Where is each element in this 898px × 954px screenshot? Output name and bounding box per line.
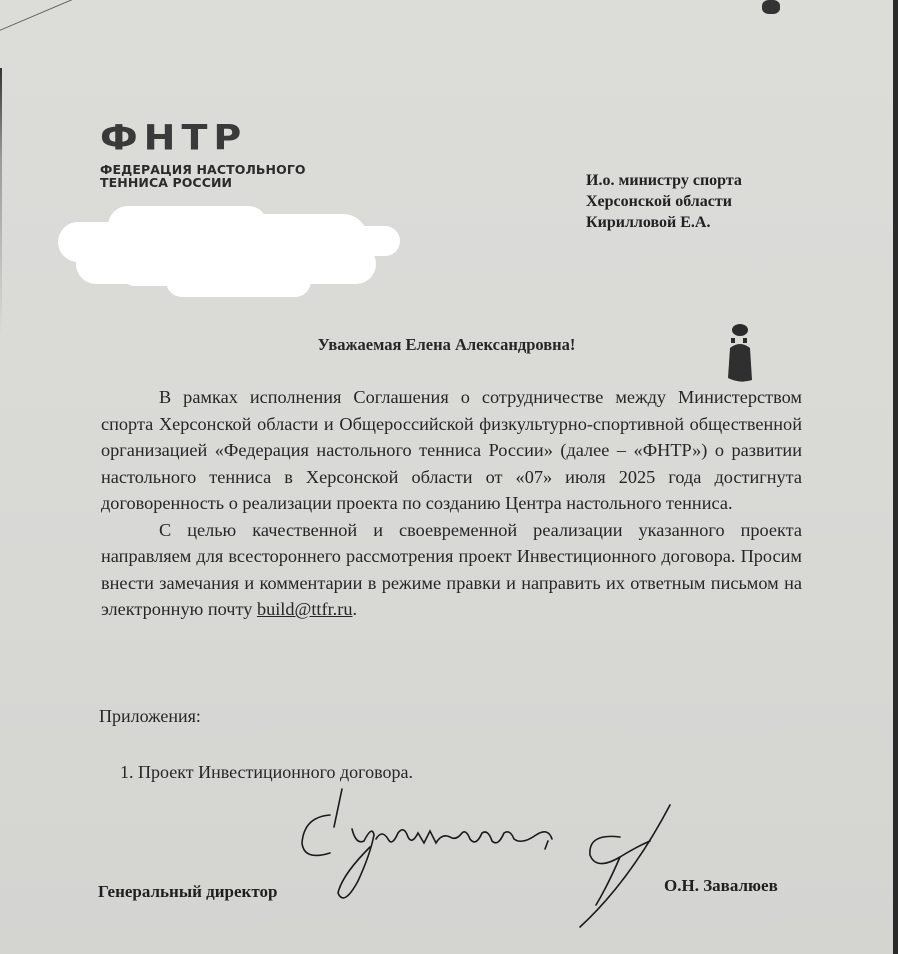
signatory-title: Генеральный директор: [98, 882, 278, 901]
logo-mark: ФНТР: [100, 117, 248, 158]
page-edge-shadow: [893, 0, 898, 954]
handwritten-signature: [290, 785, 690, 935]
attachment-item: 1. Проект Инвестиционного договора.: [120, 762, 413, 782]
paragraph-2: С целью качественной и своевременной реализации указанного проекта направляем для всестороннего рассмотрения проект Инвестиционного договора. Просим внести замечания и комментарии в режиме правки и направить их ответным письмом на электронную почту build@ttfr.ru.: [101, 519, 802, 619]
letterhead-logo: [100, 119, 330, 189]
signatory-name: О.Н. Завалюев: [664, 876, 778, 895]
paragraph-2-text: С целью качественной и своевременной реализации указанного проекта направляем для всестороннего рассмотрения проект Инвестиционного договора. Просим внести замечания и комментарии в режиме правки и направить их ответным письмом на электронную почту: [101, 519, 802, 619]
addressee-line1: И.о. министру спорта: [586, 172, 742, 189]
email-link[interactable]: build@ttfr.ru: [256, 599, 353, 619]
paper-left-edge: [0, 68, 2, 954]
paragraph-1: В рамках исполнения Соглашения о сотрудничестве между Министерством спорта Херсонской области и Общероссийской физкультурно-спортивной общественной организацией «Федерация настольного тенниса России» (далее – «ФНТР») о развитии настольного тенниса в Херсонской области от «07» июля 2025 года достигнута договоренность о реализации проекта по созданию Центра настольного тенниса.: [101, 387, 802, 513]
ink-blot: [762, 0, 780, 14]
org-name: [100, 163, 330, 189]
addressee-line2: Херсонской области: [586, 193, 732, 210]
letter-body: [101, 384, 802, 623]
org-name-line1: ФЕДЕРАЦИЯ НАСТОЛЬНОГО: [100, 162, 306, 177]
greeting: Уважаемая Елена Александровна!: [317, 335, 576, 354]
attachments-label: Приложения:: [99, 706, 201, 726]
redacted-area: [48, 204, 408, 304]
addressee-line3: Кирилловой Е.А.: [586, 214, 711, 231]
org-name-line2: ТЕННИСА РОССИИ: [100, 175, 233, 190]
addressee-block: [586, 170, 806, 233]
